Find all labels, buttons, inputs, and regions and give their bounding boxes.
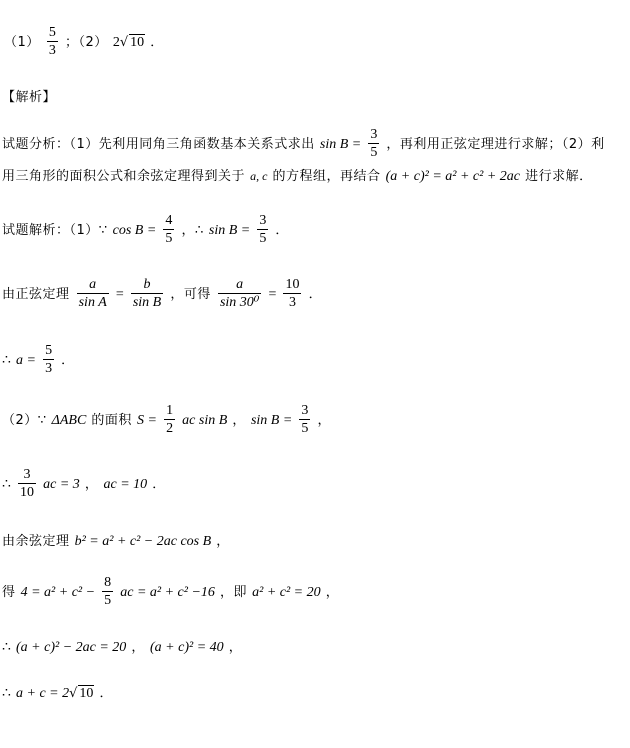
fraction: $\frac{4}{5}$	[165, 213, 173, 246]
fraction: $\frac{3}{5}$	[370, 127, 378, 160]
fraction: $\frac{3}{5}$	[301, 403, 309, 436]
sqrt-icon: √	[69, 686, 78, 701]
analysis-line-2: 用三角形的面积公式和余弦定理得到关于 a, c 的方程组，再结合 (a + c)² = a² + c² + 2ac 进行求解．	[2, 169, 593, 184]
solution-line-9: ∴ a + c = 2√ 10 ．	[2, 686, 114, 701]
answer-line: （1） $\frac{5}{3}$ ；（2） 2√ 10 ．	[4, 25, 164, 58]
analysis-line-1: 试题分析：（1）先利用同角三角函数基本关系式求出 sin B = $\frac{3}{5}$ ，再利用正弦定理进行求解；（2）利	[2, 127, 605, 160]
solution-line-2: 由正弦定理 $\frac{a}{\text{sin A}}$ = $\frac{b}{\text{sin B}}$ ，可得 $\frac{a}{\text{sin 30⁰}}$ = $\frac{10}{3}$ ．	[2, 277, 323, 310]
solution-line-6: 由余弦定理 b² = a² + c² − 2ac cos B ，	[2, 534, 230, 549]
fraction: $\frac{5}{3}$	[45, 343, 53, 376]
solution-line-1: 试题解析：（1）∵ cos B = $\frac{4}{5}$ ，∴ sin B = $\frac{3}{5}$ ．	[2, 213, 289, 246]
solution-line-7: 得 4 = a² + c² − $\frac{8}{5}$ ac = a² + c² −16 ，即 a² + c² = 20 ，	[2, 575, 340, 608]
fraction: $\frac{10}{3}$	[285, 277, 300, 310]
part1-label: （1）	[4, 35, 40, 50]
fraction: $\frac{8}{5}$	[104, 575, 112, 608]
fraction: $\frac{b}{\text{sin B}}$	[132, 277, 162, 310]
part2-label: ；（2）	[64, 35, 108, 50]
fraction: $\frac{5}{3}$	[48, 25, 56, 58]
solution-line-3: ∴ a = $\frac{5}{3}$ ．	[2, 343, 75, 376]
fraction: $\frac{1}{2}$	[166, 403, 174, 436]
fraction: $\frac{a}{\text{sin A}}$	[78, 277, 107, 310]
fraction: $\frac{3}{10}$	[20, 467, 35, 500]
fraction: $\frac{a}{\text{sin 30⁰}}$	[219, 277, 260, 310]
fraction: $\frac{3}{5}$	[259, 213, 267, 246]
solution-line-4: （2）∵ ΔABC 的面积 S = $\frac{1}{2}$ ac sin B ， sin B = $\frac{3}{5}$ ，	[2, 403, 332, 436]
sqrt-icon: √	[119, 35, 129, 50]
solution-line-5: ∴ $\frac{3}{10}$ ac = 3 ， ac = 10 ．	[2, 467, 166, 500]
solution-line-8: ∴ (a + c)² − 2ac = 20 ， (a + c)² = 40 ，	[2, 640, 243, 655]
section-title: 【解析】	[2, 90, 57, 105]
